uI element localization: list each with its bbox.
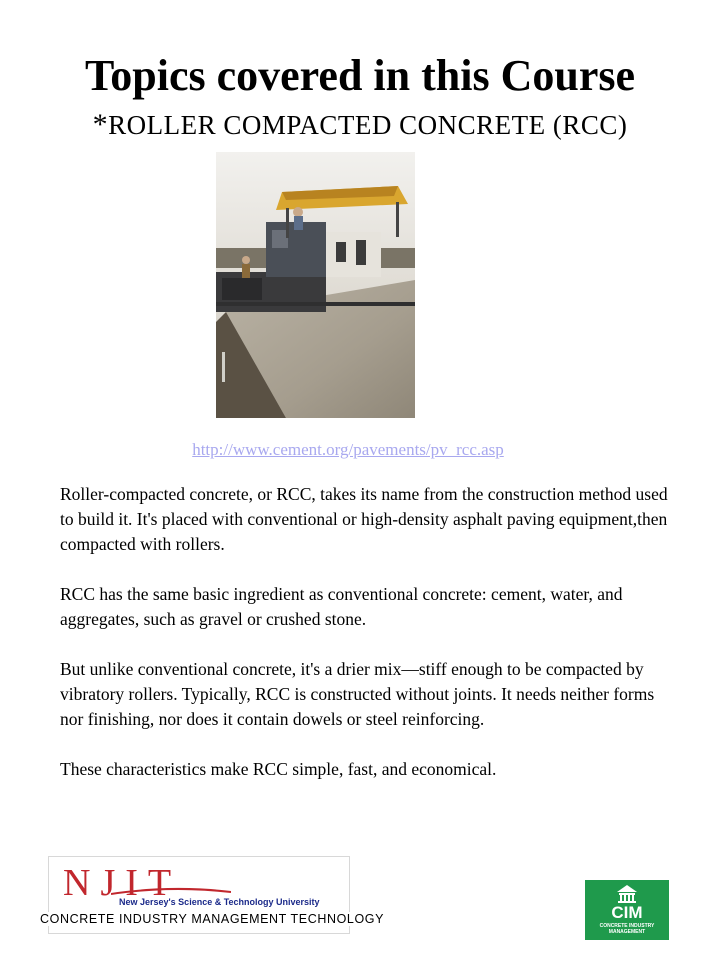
slide-subtitle [0,108,720,142]
paving-machine-illustration [216,152,415,418]
source-url-link[interactable]: http://www.cement.org/pavements/pv_rcc.asp [192,440,504,459]
njit-letters: NJIT [63,862,182,904]
paragraph-ingredients: RCC has the same basic ingredient as conventional concrete: cement, water, and aggregates, such as gravel or crushed stone. [60,584,623,629]
rcc-paving-photo [216,152,415,418]
cim-logo [585,880,669,940]
slide-title: Topics covered in this Course [84,51,636,100]
njit-tagline: CONCRETE INDUSTRY MANAGEMENT TECHNOLOGY [40,912,385,926]
cim-subtext: CONCRETE INDUSTRY MANAGEMENT [599,923,655,935]
subtitle-asterisk: * [92,108,109,141]
subtitle-text: ROLLER COMPACTED CONCRETE (RCC) [108,110,628,140]
paragraph-definition: Roller-compacted concrete, or RCC, takes its name from the construction method used to build it. It's placed with conventional or high-density asphalt paving equipment,then compacted with rollers. [60,484,668,554]
paragraph-differences: But unlike conventional concrete, it's a drier mix—stiff enough to be compacted by vibratory rollers. Typically, RCC is constructed without joints. It needs neither forms nor finishing, nor does it contain dowels or steel reinforcing. [60,659,655,729]
njit-university-name: New Jersey's Science & Technology University [119,897,320,907]
building-icon [615,884,639,904]
njit-swoosh-icon [111,887,231,897]
body-text [60,482,670,807]
paragraph-conclusion: These characteristics make RCC simple, fast, and economical. [60,759,497,779]
cim-mark: CIM [611,903,643,922]
